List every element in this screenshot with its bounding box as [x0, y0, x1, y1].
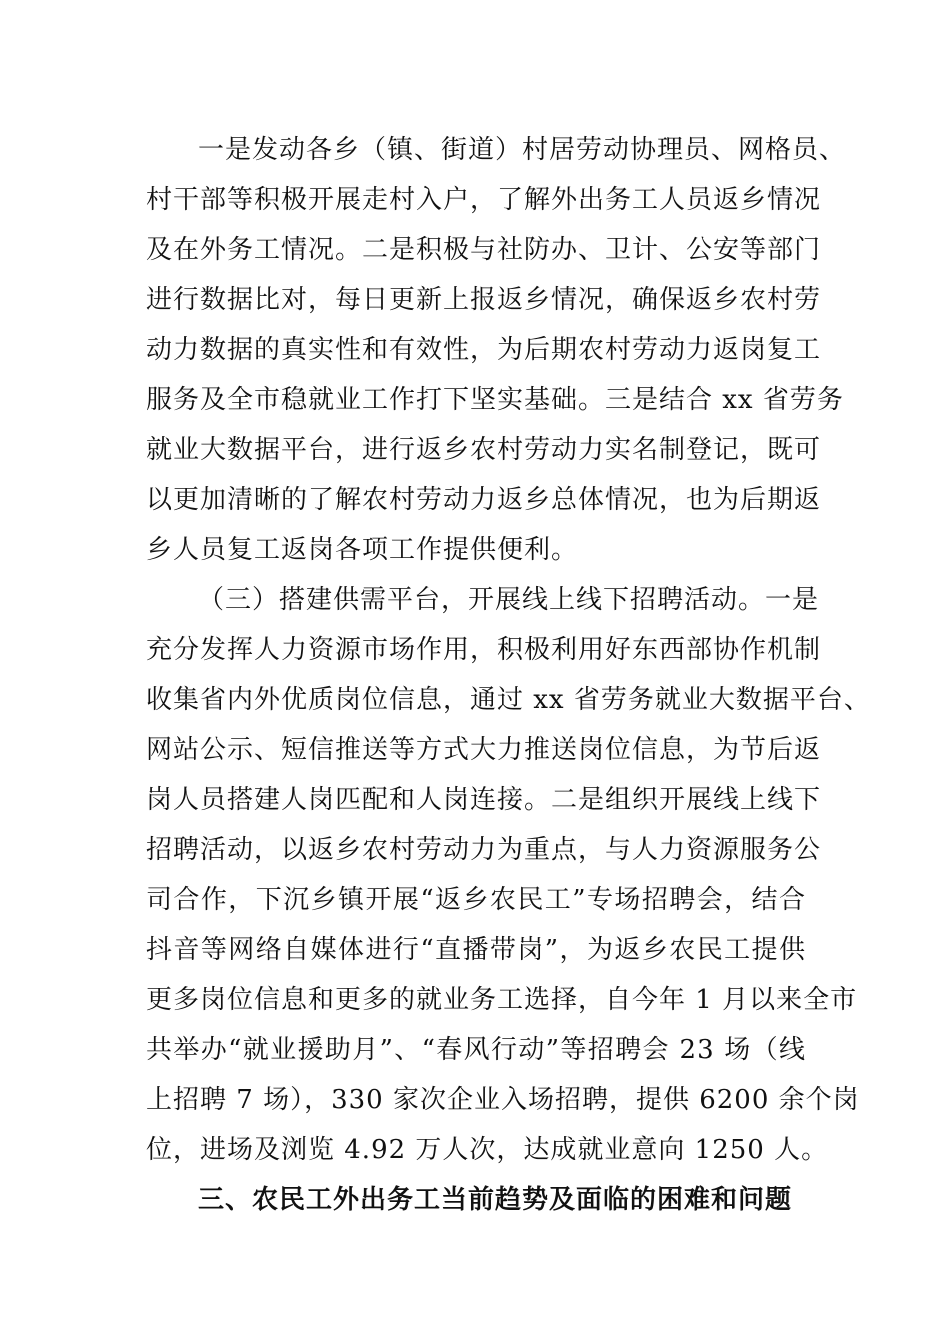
paragraph-2-line-11: 上招聘 7 场），330 家次企业入场招聘，提供 6200 余个岗	[146, 1085, 860, 1115]
paragraph-1-line-6: 服务及全市稳就业工作打下坚实基础。三是结合 xx 省劳务	[146, 385, 844, 415]
paragraph-2-line-6: 招聘活动，以返乡农村劳动力为重点，与人力资源服务公	[146, 835, 822, 865]
paragraph-1-line-9: 乡人员复工返岗各项工作提供便利。	[146, 535, 579, 565]
paragraph-2-line-9: 更多岗位信息和更多的就业务工选择，自今年 1 月以来全市	[146, 985, 858, 1015]
paragraph-2-line-7: 司合作，下沉乡镇开展“返乡农民工”专场招聘会，结合	[146, 885, 806, 915]
paragraph-2-line-3: 收集省内外优质岗位信息，通过 xx 省劳务就业大数据平台、	[146, 685, 871, 715]
paragraph-2-line-5: 岗人员搭建人岗匹配和人岗连接。二是组织开展线上线下	[146, 785, 822, 815]
paragraph-1-line-7: 就业大数据平台，进行返乡农村劳动力实名制登记，既可	[146, 435, 822, 465]
paragraph-2-line-12: 位，进场及浏览 4.92 万人次，达成就业意向 1250 人。	[146, 1135, 829, 1165]
paragraph-1-line-5: 动力数据的真实性和有效性，为后期农村劳动力返岗复工	[146, 335, 822, 365]
paragraph-2-line-8: 抖音等网络自媒体进行“直播带岗”，为返乡农民工提供	[146, 935, 806, 965]
paragraph-2-line-10: 共举办“就业援助月”、“春风行动”等招聘会 23 场（线	[146, 1035, 806, 1065]
section-heading: 三、农民工外出务工当前趋势及面临的困难和问题	[198, 1185, 793, 1215]
paragraph-1-line-4: 进行数据比对，每日更新上报返乡情况，确保返乡农村劳	[146, 285, 822, 315]
paragraph-1-line-1: 一是发动各乡（镇、街道）村居劳动协理员、网格员、	[198, 135, 847, 165]
paragraph-1-line-8: 以更加清晰的了解农村劳动力返乡总体情况，也为后期返	[146, 485, 822, 515]
paragraph-2-line-1: （三）搭建供需平台，开展线上线下招聘活动。一是	[198, 585, 820, 615]
paragraph-2-line-4: 网站公示、短信推送等方式大力推送岗位信息，为节后返	[146, 735, 822, 765]
paragraph-2-line-2: 充分发挥人力资源市场作用，积极利用好东西部协作机制	[146, 635, 822, 665]
paragraph-1-line-2: 村干部等积极开展走村入户，了解外出务工人员返乡情况	[146, 185, 822, 215]
paragraph-1-line-3: 及在外务工情况。二是积极与社防办、卫计、公安等部门	[146, 235, 822, 265]
